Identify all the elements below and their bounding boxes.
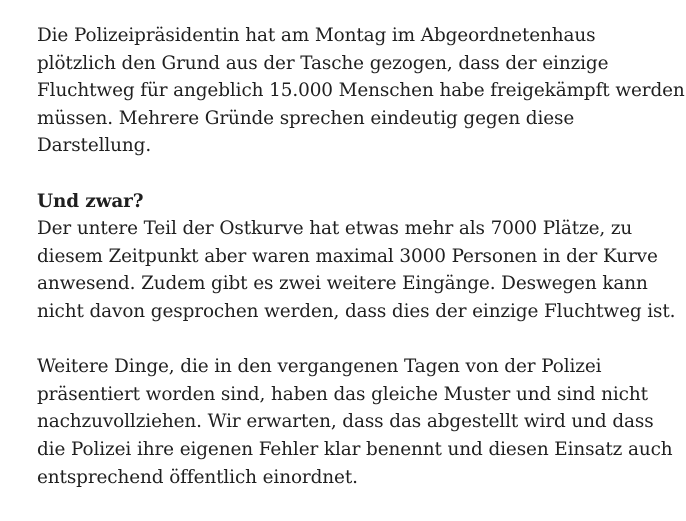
text-line: entsprechend öffentlich einordnet. — [37, 466, 358, 488]
paragraph-answer — [37, 188, 677, 326]
text-line: Die Polizeipräsidentin hat am Montag im Abgeordnetenhaus — [37, 25, 596, 46]
text-line: diesem Zeitpunkt aber waren maximal 3000 Personen in der Kurve — [37, 245, 658, 267]
text-line: nicht davon gesprochen werden, dass dies der einzige Fluchtweg ist. — [37, 300, 676, 322]
paragraph-further-points — [37, 353, 677, 491]
text-line: Fluchtweg für angeblich 15.000 Menschen habe freigekämpft werden — [37, 80, 685, 102]
paragraph-police-claim — [37, 22, 685, 160]
text-line: Darstellung. — [37, 135, 152, 157]
text-line: Der untere Teil der Ostkurve hat etwas mehr als 7000 Plätze, zu — [37, 218, 633, 240]
interview-question: Und zwar? — [37, 190, 144, 212]
text-line: nachzuvollziehen. Wir erwarten, dass das abgestellt wird und dass — [37, 411, 654, 433]
text-line: anwesend. Zudem gibt es zwei weitere Eingänge. Deswegen kann — [37, 273, 648, 295]
text-line: müssen. Mehrere Gründe sprechen eindeutig gegen diese — [37, 107, 575, 129]
text-line: plötzlich den Grund aus der Tasche gezogen, dass der einzige — [37, 52, 609, 74]
text-line: Weitere Dinge, die in den vergangenen Tagen von der Polizei — [37, 356, 602, 378]
text-line: präsentiert worden sind, haben das gleiche Muster und sind nicht — [37, 383, 648, 405]
article-body — [37, 22, 685, 491]
text-line: die Polizei ihre eigenen Fehler klar benennt und diesen Einsatz auch — [37, 438, 673, 460]
